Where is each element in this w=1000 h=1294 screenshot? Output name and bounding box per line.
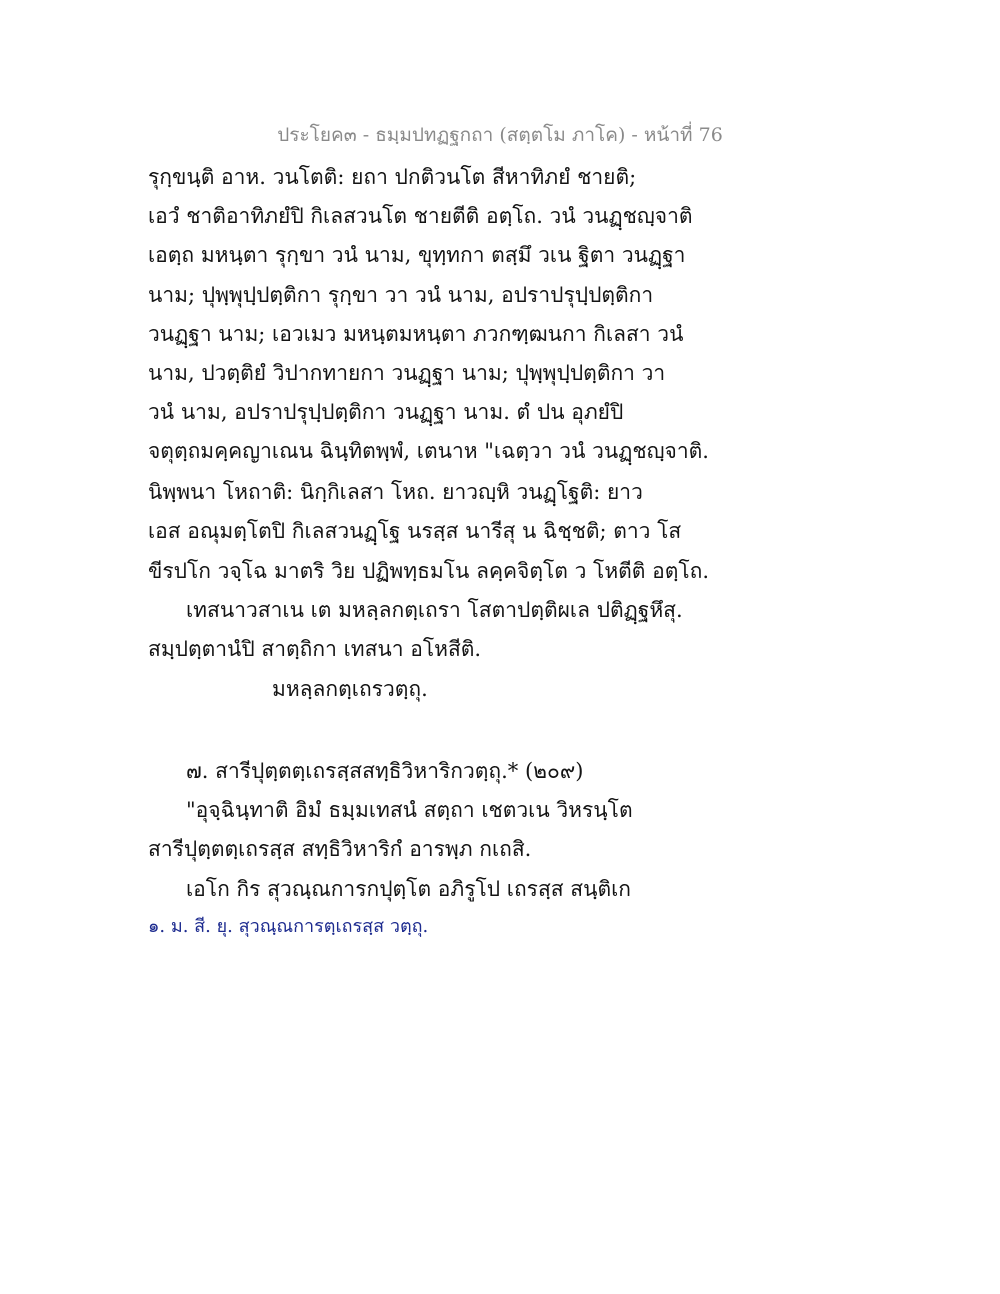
body-line: นาม, ปวตฺติยํ วิปากทายกา วนฏฺฐา นาม; ปุพฺพุปฺปตฺติกา วา (148, 361, 666, 385)
story-heading: ๗. สารีปุตฺตตฺเถรสฺสสทฺธิวิหาริกวตฺถุ.* (๒๐๙) (186, 759, 584, 783)
body-line: วนฏฺฐา นาม; เอวเมว มหนฺตมหนฺตา ภวกฑฺฒนกา กิเลสา วนํ (148, 322, 684, 346)
body-line: รุกฺขนฺติ อาห. วนโตติ: ยถา ปกติวนโต สีหาทิภยํ ชายติ; (148, 165, 637, 189)
body-line: "อุจฺฉินฺทาติ อิมํ ธมฺมเทสนํ สตฺถา เชตวเน วิหรนฺโต (186, 798, 633, 822)
body-line: เอส อณุมตฺโตปิ กิเลสวนฏฺโฐ นรสฺส นารีสุ น ฉิชฺชติ; ตาว โส (148, 519, 682, 543)
body-line: สารีปุตฺตตฺเถรสฺส สทฺธิวิหาริกํ อารพฺภ กเถสิ. (148, 837, 532, 861)
story-end-title: มหลฺลกตฺเถรวตฺถุ. (272, 677, 428, 701)
body-line: ขีรปโก วจฺโฉ มาตริ วิย ปฏิพทฺธมโน ลคฺคจิตฺโต ว โหตีติ อตฺโถ. (148, 559, 710, 583)
body-line: เอตฺถ มหนฺตา รุกฺขา วนํ นาม, ขุทฺทกา ตสฺมึ วเน ฐิตา วนฏฺฐา (148, 243, 686, 267)
body-line: เอวํ ชาติอาทิภยํปิ กิเลสวนโต ชายตีติ อตฺโถ. วนํ วนฏฺชญฺจาติ (148, 204, 693, 228)
running-header: ประโยค๓ - ธมฺมปทฏฐกถา (สตฺตโม ภาโค) - หน้าที่ 76 (277, 124, 723, 146)
body-line: สมฺปตฺตานํปิ สาตฺถิกา เทสนา อโหสีติ. (148, 637, 482, 661)
body-line: เทสนาวสาเน เต มหลฺลกตฺเถรา โสตาปตฺติผเล ปติฏฺฐหึสุ. (186, 598, 683, 622)
body-line: วนํ นาม, อปราปรุปฺปตฺติกา วนฏฺฐา นาม. ตํ ปน อุภยํปิ (148, 400, 624, 424)
body-line: จตุตฺถมคฺคญาเณน ฉินฺทิตพฺพํ, เตนาห "เฉตฺวา วนํ วนฏฺชญฺจาติ. (148, 439, 709, 463)
body-line: นิพฺพนา โหถาติ: นิกฺกิเลสา โหถ. ยาวญฺหิ วนฏฺโฐติ: ยาว (148, 480, 643, 504)
body-line: นาม; ปุพฺพุปฺปตฺติกา รุกฺขา วา วนํ นาม, อปราปรุปฺปตฺติกา (148, 283, 654, 307)
body-line: เอโก กิร สุวณฺณการกปุตฺโต อภิรูโป เถรสฺส สนฺติเก (186, 877, 631, 901)
footnote: ๑. ม. สี. ยุ. สุวณฺณการตฺเถรสฺส วตฺถุ. (148, 916, 429, 937)
